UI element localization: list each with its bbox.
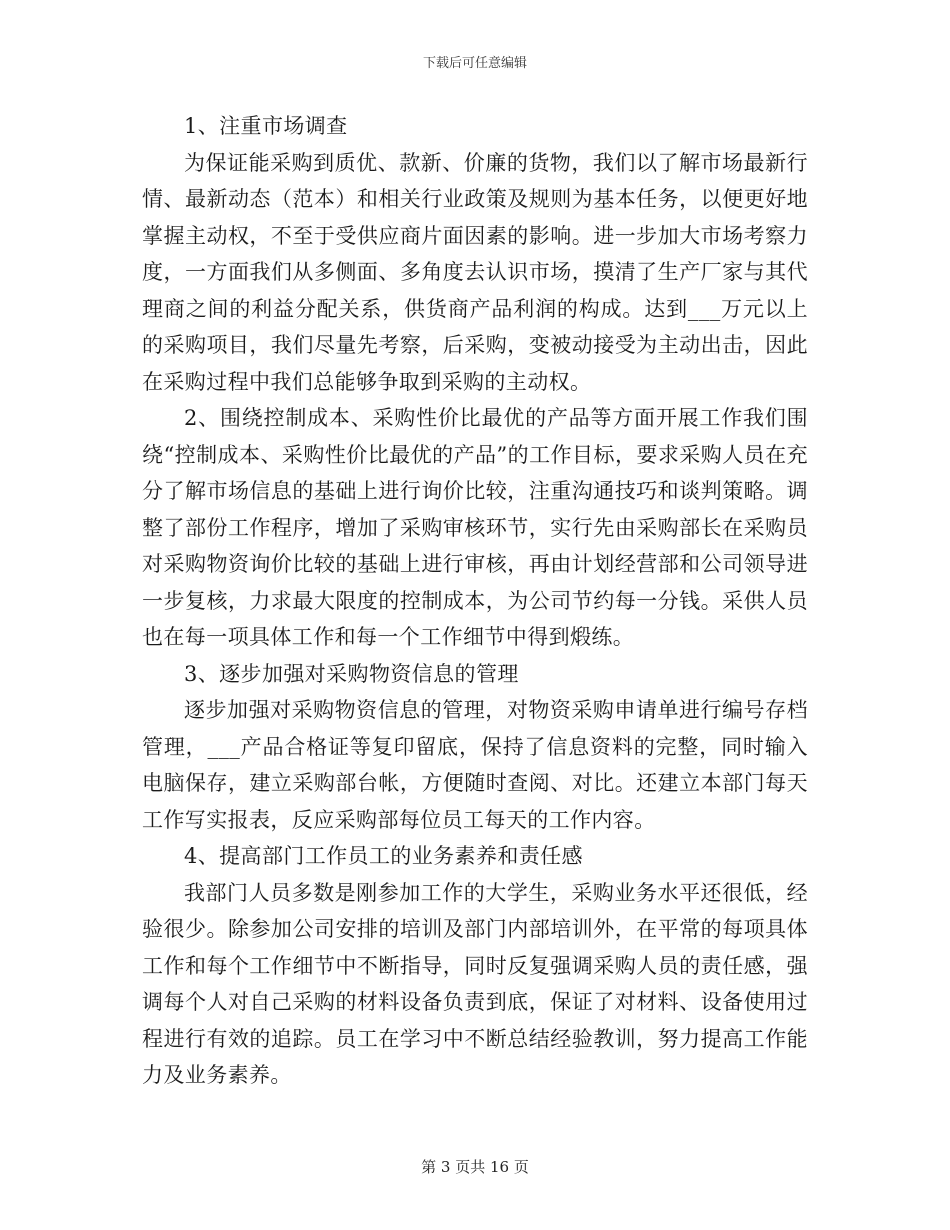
section-heading-4: 4、提高部门工作员工的业务素养和责任感 [184, 844, 583, 868]
paragraph-4: 我部门人员多数是刚参加工作的大学生，采购业务水平还很低，经验很少。除参加公司安排的培训及部门内部培训外，在平常的每项具体工作和每个工作细节中不断指导，同时反复强调采购人员的责任感，强调每个人对自己采购的材料设备负责到底，保证了对材料、设备使用过程进行有效的追踪。员工在学习中不断总结经验教训，努力提高工作能力及业务素养。 [142, 880, 808, 1087]
document-body [142, 108, 808, 1094]
paragraph-1: 为保证能采购到质优、款新、价廉的货物，我们以了解市场最新行情、最新动态（范本）和相关行业政策及规则为基本任务，以便更好地掌握主动权，不至于受供应商片面因素的影响。进一步加大市场考察力度，一方面我们从多侧面、多角度去认识市场，摸清了生产厂家与其代理商之间的利益分配关系，供货商产品利润的构成。达到___万元以上的采购项目，我们尽量先考察，后采购，变被动接受为主动出击，因此在采购过程中我们总能够争取到采购的主动权。 [142, 150, 808, 394]
paragraph-3: 逐步加强对采购物资信息的管理，对物资采购申请单进行编号存档管理，___产品合格证等复印留底，保持了信息资料的完整，同时输入电脑保存，建立采购部台帐，方便随时查阅、对比。还建立本部门每天工作写实报表，反应采购部每位员工每天的工作内容。 [142, 698, 808, 832]
page-header: 下载后可任意编辑 [422, 56, 527, 71]
section-heading-1: 1、注重市场调查 [184, 114, 348, 138]
section-heading-2-paragraph: 2、围绕控制成本、采购性价比最优的产品等方面开展工作我们围绕“控制成本、采购性价比最优的产品”的工作目标，要求采购人员在充分了解市场信息的基础上进行询价比较，注重沟通技巧和谈判策略。调整了部份工作程序，增加了采购审核环节，实行先由采购部长在采购员对采购物资询价比较的基础上进行审核，再由计划经营部和公司领导进一步复核，力求最大限度的控制成本，为公司节约每一分钱。采供人员也在每一项具体工作和每一个工作细节中得到煅练。 [142, 406, 808, 649]
page-footer: 第 3 页共 16 页 [421, 1158, 529, 1176]
section-heading-3: 3、逐步加强对采购物资信息的管理 [184, 661, 519, 686]
